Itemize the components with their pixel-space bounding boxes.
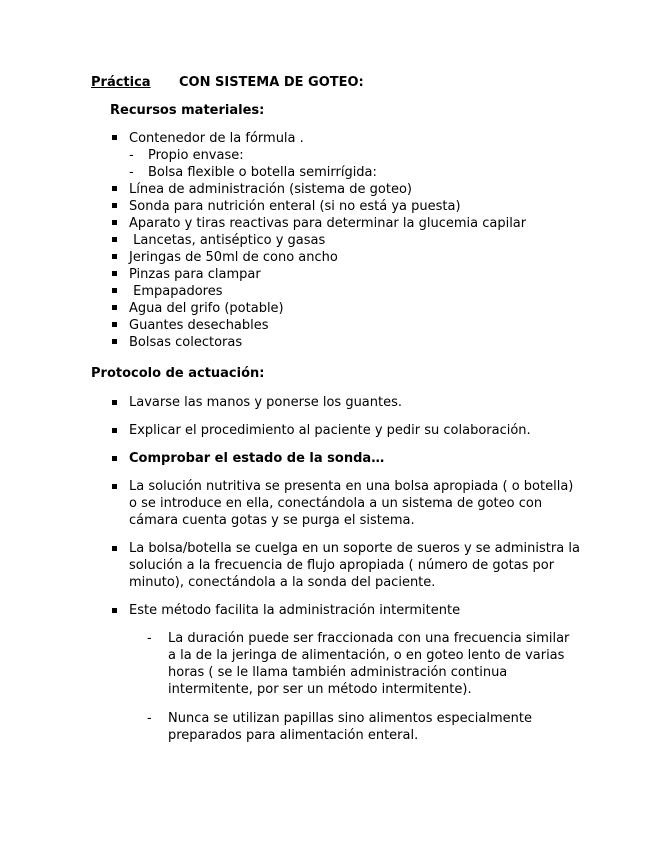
square-bullet-icon xyxy=(112,608,117,613)
square-bullet-icon xyxy=(112,400,117,405)
sub-list-item xyxy=(129,164,630,181)
square-bullet-icon xyxy=(112,186,117,191)
protocol-subpoint-text: Nunca se utilizan papillas sino alimentos especialmente preparados para alimentación enteral. xyxy=(168,711,532,743)
list-item-label: Jeringas de 50ml de cono ancho xyxy=(129,250,338,265)
list-item-label: Agua del grifo (potable) xyxy=(129,301,284,316)
list-item-label: Lancetas, antiséptico y gasas xyxy=(129,233,326,248)
protocol-step-text: Explicar el procedimiento al paciente y pedir su colaboración. xyxy=(129,423,531,438)
list-item-label: Guantes desechables xyxy=(129,318,269,333)
protocol-subpoint-text: La duración puede ser fraccionada con una frecuencia similar a la de la jeringa de alimentación, o en goteo lento de varias horas ( se le llama también administración continua intermitente, por ser un método intermitente). xyxy=(168,631,570,697)
list-item xyxy=(110,215,630,232)
protocol-step-text: Este método facilita la administración intermitente xyxy=(129,603,461,618)
square-bullet-icon xyxy=(112,484,117,489)
list-item xyxy=(110,232,630,249)
list-item xyxy=(110,334,630,351)
square-bullet-icon xyxy=(112,339,117,344)
square-bullet-icon xyxy=(112,135,117,140)
sub-list-item-label: Propio envase: xyxy=(148,148,244,163)
sub-list-container xyxy=(110,147,630,181)
list-item xyxy=(110,300,630,317)
sub-list-item xyxy=(129,147,630,164)
square-bullet-icon xyxy=(112,322,117,327)
protocol-step-text: Comprobar el estado de la sonda… xyxy=(129,451,385,466)
protocol-step-text: La solución nutritiva se presenta en una bolsa apropiada ( o botella) o se introduce en ella, conectándola a un sistema de goteo con cámara cuenta gotas y se purga el sistema. xyxy=(129,479,574,528)
dash-marker: - xyxy=(129,148,134,163)
square-bullet-icon xyxy=(112,254,117,259)
list-item-label: Aparato y tiras reactivas para determinar la glucemia capilar xyxy=(129,216,527,231)
square-bullet-icon xyxy=(112,428,117,433)
protocolo-heading: Protocolo de actuación: xyxy=(91,366,265,381)
square-bullet-icon xyxy=(112,203,117,208)
list-item xyxy=(110,181,630,198)
list-item xyxy=(110,317,630,334)
list-item xyxy=(110,249,630,266)
recursos-heading: Recursos materiales: xyxy=(110,103,265,118)
square-bullet-icon xyxy=(112,271,117,276)
square-bullet-icon xyxy=(112,220,117,225)
page-title xyxy=(91,75,364,90)
protocol-step xyxy=(110,450,580,467)
list-item-label: Contenedor de la fórmula . xyxy=(129,131,304,146)
square-bullet-icon xyxy=(112,546,117,551)
square-bullet-icon xyxy=(112,305,117,310)
dash-marker: - xyxy=(147,631,152,646)
protocol-step xyxy=(110,602,580,619)
dash-marker: - xyxy=(129,165,134,180)
sub-list xyxy=(129,147,630,181)
square-bullet-icon xyxy=(112,237,117,242)
sub-list-item-label: Bolsa flexible o botella semirrígida: xyxy=(148,165,377,180)
list-item-label: Línea de administración (sistema de goteo) xyxy=(129,182,412,197)
list-item-label: Empapadores xyxy=(129,284,223,299)
materials-list xyxy=(110,130,630,351)
protocol-step xyxy=(110,394,580,411)
list-item xyxy=(110,198,630,215)
title-main: CON SISTEMA DE GOTEO: xyxy=(179,75,364,90)
protocol-step xyxy=(110,540,580,591)
practica-label: Práctica xyxy=(91,75,151,90)
list-item-label: Bolsas colectoras xyxy=(129,335,243,350)
dash-marker: - xyxy=(147,711,152,726)
protocol-step-text: Lavarse las manos y ponerse los guantes. xyxy=(129,395,403,410)
list-item-label: Sonda para nutrición enteral (si no está ya puesta) xyxy=(129,199,461,214)
list-item xyxy=(110,266,630,283)
protocol-subpoint xyxy=(147,630,577,698)
square-bullet-icon xyxy=(112,456,117,461)
list-item xyxy=(110,283,630,300)
list-item-label: Pinzas para clampar xyxy=(129,267,261,282)
square-bullet-icon xyxy=(112,288,117,293)
protocol-subpoint xyxy=(147,710,577,744)
protocol-step-text: La bolsa/botella se cuelga en un soporte de sueros y se administra la solución a la frecuencia de flujo apropiada ( número de gotas por minuto), conectándola a la sonda del paciente. xyxy=(129,541,580,590)
list-item xyxy=(110,130,630,147)
protocol-step xyxy=(110,478,580,529)
protocol-step xyxy=(110,422,580,439)
